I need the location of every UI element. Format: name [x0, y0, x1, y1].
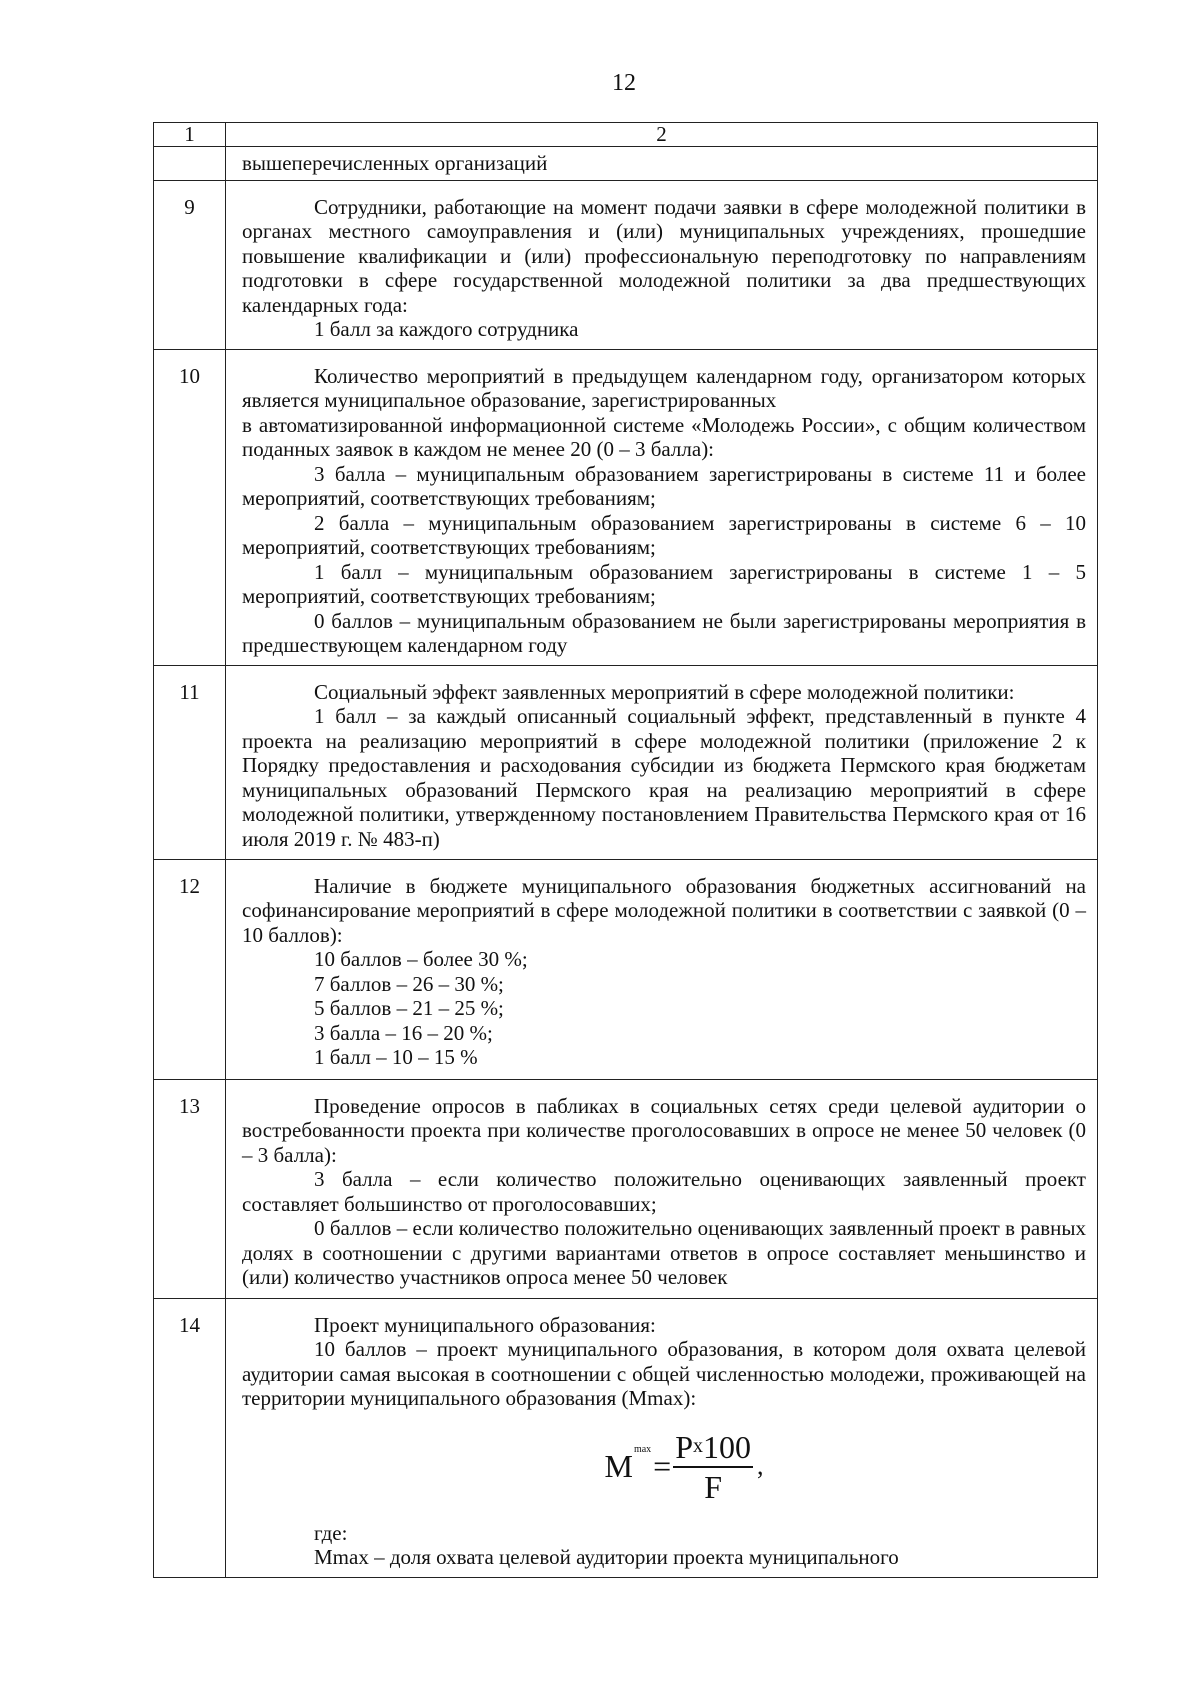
score-line: 3 балла – муниципальным образованием зарегистрированы в системе 11 и более мероприятий, соответствующих требованиям; — [242, 461, 1086, 510]
row-text — [226, 1298, 1098, 1577]
formula-numerator — [673, 1427, 753, 1468]
formula-lhs: M — [604, 1448, 633, 1485]
criteria-table — [153, 122, 1098, 1578]
score-line: 5 баллов – 21 – 25 %; — [314, 996, 504, 1020]
row-text — [226, 180, 1098, 349]
score-line: 2 балла – муниципальным образованием зарегистрированы в системе 6 – 10 мероприятий, соответствующих требованиям; — [242, 510, 1086, 559]
score-line: 3 балла – 16 – 20 %; — [314, 1020, 493, 1045]
row-number: 12 — [154, 859, 226, 1079]
table-row-11 — [154, 665, 1098, 859]
score-line: 0 баллов – если количество положительно оценивающих заявленный проект в равных долях в соотношении с другими вариантами ответов в опросе составляет меньшинство и (или) количество участников опроса менее 50 человек — [242, 1216, 1086, 1289]
score-line: 10 баллов – проект муниципального образования, в котором доля охвата целевой аудитории самая высокая в соотношении с общей численностью молодежи, проживающей на территории муниципального образования (Mmax): — [242, 1337, 1086, 1410]
criterion-lead: Социальный эффект заявленных мероприятий в сфере молодежной политики: — [314, 679, 1015, 704]
row-text — [226, 665, 1098, 859]
table-row-10 — [154, 349, 1098, 665]
formula-equals: = — [653, 1448, 672, 1485]
score-line: 1 балл – за каждый описанный социальный эффект, представленный в пункте 4 проекта на реализацию мероприятий в сфере молодежной политики (приложение 2 к Порядку предоставления и расходования субсидии из бюджета Пермского края бюджетам муниципальных образований Пермского края на реализацию мероприятий в сфере молодежной политики, утвержденному постановлением Правительства Пермского края от 16 июля 2019 г. № 483-п) — [242, 704, 1086, 851]
page-number: 12 — [612, 70, 636, 96]
row-text — [226, 859, 1098, 1079]
row-number: 11 — [154, 665, 226, 859]
criterion-lead: Проведение опросов в пабликах в социальных сетях среди целевой аудитории о востребованности проекта при количестве проголосовавших в опросе не менее 50 человек (0 – 3 балла): — [242, 1093, 1086, 1167]
row-text — [226, 349, 1098, 665]
row-number: 14 — [154, 1298, 226, 1577]
row-number: 10 — [154, 349, 226, 665]
formula-p: P — [675, 1429, 693, 1465]
score-line: 1 балл – 10 – 15 % — [314, 1045, 478, 1069]
criterion-lead: Сотрудники, работающие на момент подачи заявки в сфере молодежной политики в органах местного самоуправления и (или) муниципальных учреждениях, прошедшие повышение квалификации и (или) профессиональную переподготовку по направлениям подготовки в сфере государственной молодежной политики за два предшествующих календарных года: — [242, 194, 1086, 317]
table-row-continuation — [154, 147, 1098, 181]
score-line: 1 балл за каждого сотрудника — [314, 317, 579, 341]
score-line: 1 балл – муниципальным образованием зарегистрированы в системе 1 – 5 мероприятий, соответствующих требованиям; — [242, 559, 1086, 608]
table-row-12 — [154, 859, 1098, 1079]
row-number-empty — [154, 147, 226, 181]
formula-denominator: F — [704, 1469, 722, 1505]
criterion-continued: в автоматизированной информационной системе «Молодежь России», с общим количеством поданных заявок в каждом не менее 20 (0 – 3 балла): — [242, 412, 1086, 461]
table-header-row — [154, 123, 1098, 147]
row-number: 9 — [154, 180, 226, 349]
where-label: где: — [314, 1520, 348, 1545]
formula-superscript: max — [633, 1444, 652, 1456]
score-line: 0 баллов – муниципальным образованием не были зарегистрированы мероприятия в предшествующем календарном году — [242, 608, 1086, 657]
criterion-lead: Наличие в бюджете муниципального образования бюджетных ассигнований на софинансирование мероприятий в сфере молодежной политики в соответствии с заявкой (0 – 10 баллов): — [242, 873, 1086, 947]
definition-line: Mmax – доля охвата целевой аудитории проекта муниципального — [314, 1545, 899, 1569]
formula-fraction — [673, 1427, 753, 1506]
score-line: 3 балла – если количество положительно оценивающих заявленный проект составляет большинство от проголосовавших; — [242, 1167, 1086, 1216]
score-line: 7 баллов – 26 – 30 %; — [314, 971, 504, 996]
continuation-text: вышеперечисленных организаций — [226, 147, 1098, 181]
formula-100: 100 — [703, 1429, 751, 1465]
criterion-lead: Проект муниципального образования: — [314, 1312, 656, 1337]
table-row-13 — [154, 1079, 1098, 1298]
formula — [282, 1419, 1086, 1515]
table-row-14 — [154, 1298, 1098, 1577]
criterion-lead: Количество мероприятий в предыдущем календарном году, организатором которых является муниципальное образование, зарегистрированных — [242, 363, 1086, 412]
table-row-9 — [154, 180, 1098, 349]
formula-comma: , — [757, 1451, 764, 1481]
header-col-1: 1 — [154, 123, 226, 147]
header-col-2: 2 — [226, 123, 1098, 147]
formula-times: x — [693, 1435, 703, 1457]
row-number: 13 — [154, 1079, 226, 1298]
score-line: 10 баллов – более 30 %; — [314, 947, 528, 971]
row-text — [226, 1079, 1098, 1298]
